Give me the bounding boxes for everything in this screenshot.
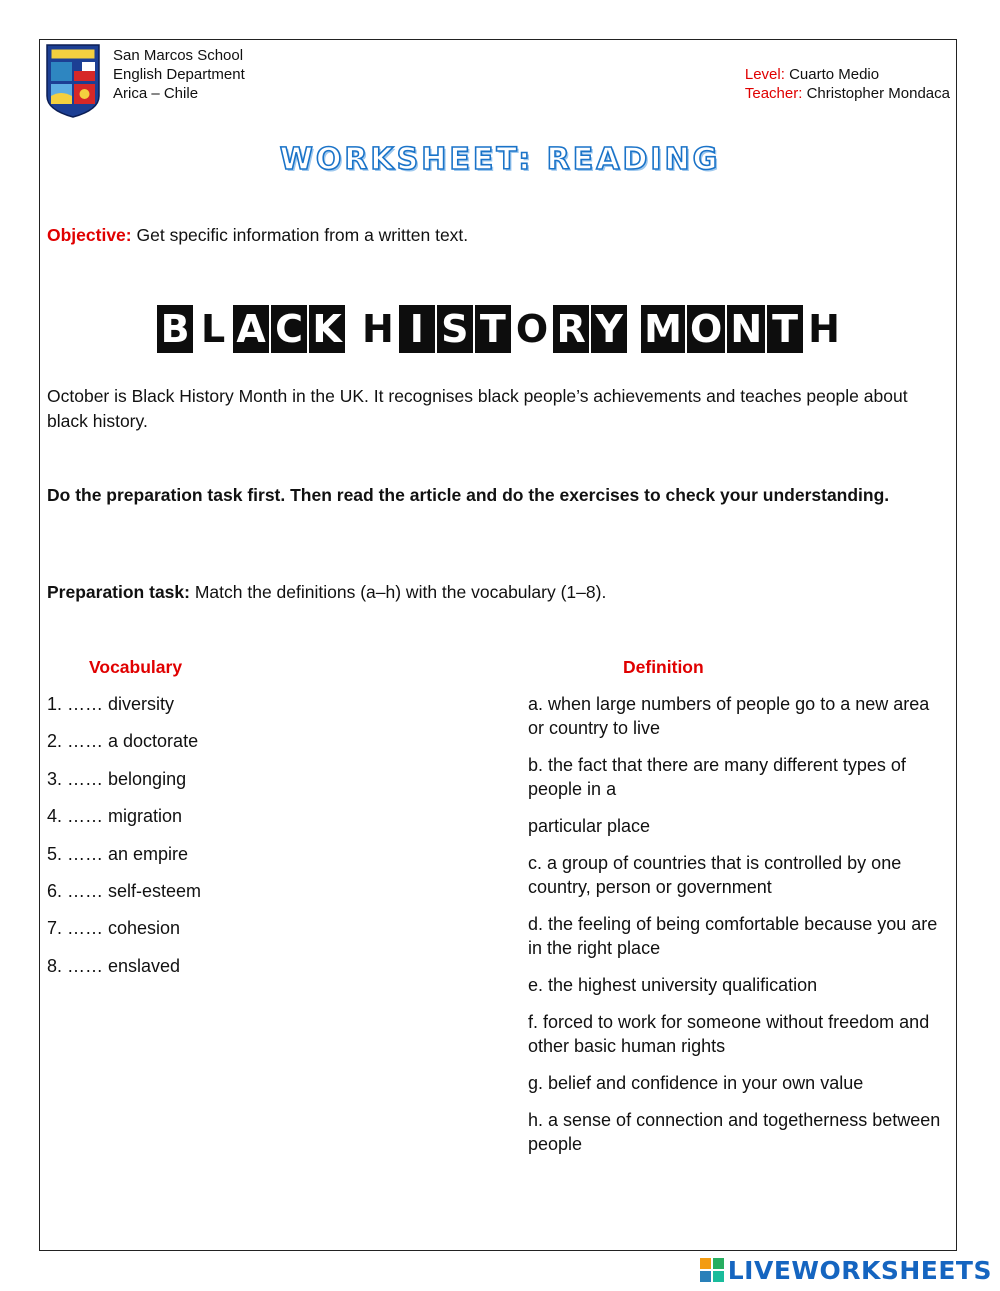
banner-letter: O — [687, 305, 725, 353]
department-name: English Department — [113, 66, 245, 83]
liveworksheets-logo-icon — [700, 1258, 724, 1282]
banner-word — [358, 305, 628, 353]
banner-letter: R — [553, 305, 589, 353]
banner-letter: I — [399, 305, 435, 353]
definition-item: b. the fact that there are many different types of people in a — [528, 755, 906, 799]
objective-line — [47, 225, 468, 246]
definition-item: g. belief and confidence in your own value — [528, 1073, 864, 1093]
level-value: Cuarto Medio — [789, 66, 880, 83]
banner-letter: N — [727, 305, 765, 353]
intro-paragraph: October is Black History Month in the UK. It recognises black people’s achievements and teaches people about black history. — [47, 386, 908, 431]
vocabulary-item: 8. …… enslaved — [47, 955, 181, 976]
definition-heading: Definition — [623, 657, 704, 677]
banner-word — [156, 305, 346, 353]
vocabulary-heading: Vocabulary — [89, 657, 183, 677]
vocabulary-list — [47, 693, 201, 992]
vocabulary-item: 7. …… cohesion — [47, 918, 181, 939]
teacher-label: Teacher: — [744, 85, 803, 102]
definition-item: e. the highest university qualification — [528, 975, 818, 995]
liveworksheets-footer[interactable] — [700, 1254, 992, 1286]
preparation-text: Match the definitions (a–h) with the vocabulary (1–8). — [194, 582, 607, 602]
definition-item: c. a group of countries that is controlled by one country, person or government — [528, 853, 902, 897]
school-location: Arica – Chile — [113, 85, 199, 102]
definition-item: d. the feeling of being comfortable because you are in the right place — [528, 914, 938, 958]
vocabulary-item: 1. …… diversity — [47, 694, 175, 714]
worksheet-title: WORKSHEET: READING — [279, 142, 721, 177]
teacher-value: Christopher Mondaca — [806, 85, 950, 102]
banner-letter: K — [309, 305, 345, 353]
objective-text: Get specific information from a written text. — [136, 225, 469, 245]
preparation-label: Preparation task: — [47, 582, 190, 602]
vocabulary-item: 6. …… self-esteem — [47, 880, 202, 901]
school-name: San Marcos School — [113, 47, 244, 64]
banner-letter: O — [513, 305, 551, 353]
banner-letter: M — [641, 305, 685, 353]
banner-word — [640, 305, 844, 353]
school-crest-icon — [46, 44, 100, 118]
black-history-month-banner — [0, 305, 1000, 353]
banner-letter: B — [157, 305, 193, 353]
banner-letter: L — [195, 305, 231, 353]
definition-item: h. a sense of connection and togetherness between people — [528, 1110, 941, 1154]
teacher-line — [745, 84, 950, 103]
class-meta — [745, 65, 950, 103]
instruction-text: Do the preparation task first. Then read the article and do the exercises to check your understanding. — [47, 485, 890, 505]
banner-letter: A — [233, 305, 269, 353]
banner-letter: S — [437, 305, 473, 353]
definition-list — [528, 692, 948, 1169]
vocabulary-item: 2. …… a doctorate — [47, 731, 199, 752]
level-label: Level: — [744, 66, 785, 83]
objective-label: Objective: — [47, 225, 132, 245]
banner-letter: H — [359, 305, 397, 353]
level-line — [745, 65, 950, 84]
definition-item: particular place — [528, 816, 651, 836]
definition-item: a. when large numbers of people go to a new area or country to live — [528, 694, 930, 738]
banner-letter: C — [271, 305, 307, 353]
school-info — [113, 46, 245, 103]
preparation-task — [47, 582, 606, 603]
vocabulary-item: 4. …… migration — [47, 806, 183, 827]
banner-letter: T — [767, 305, 803, 353]
banner-letter: T — [475, 305, 511, 353]
banner-letter: H — [805, 305, 843, 353]
definition-item: f. forced to work for someone without freedom and other basic human rights — [528, 1012, 930, 1056]
vocabulary-item: 5. …… an empire — [47, 843, 189, 864]
liveworksheets-brand: LIVEWORKSHEETS — [727, 1255, 992, 1285]
banner-letter: Y — [591, 305, 627, 353]
vocabulary-item: 3. …… belonging — [47, 768, 187, 789]
